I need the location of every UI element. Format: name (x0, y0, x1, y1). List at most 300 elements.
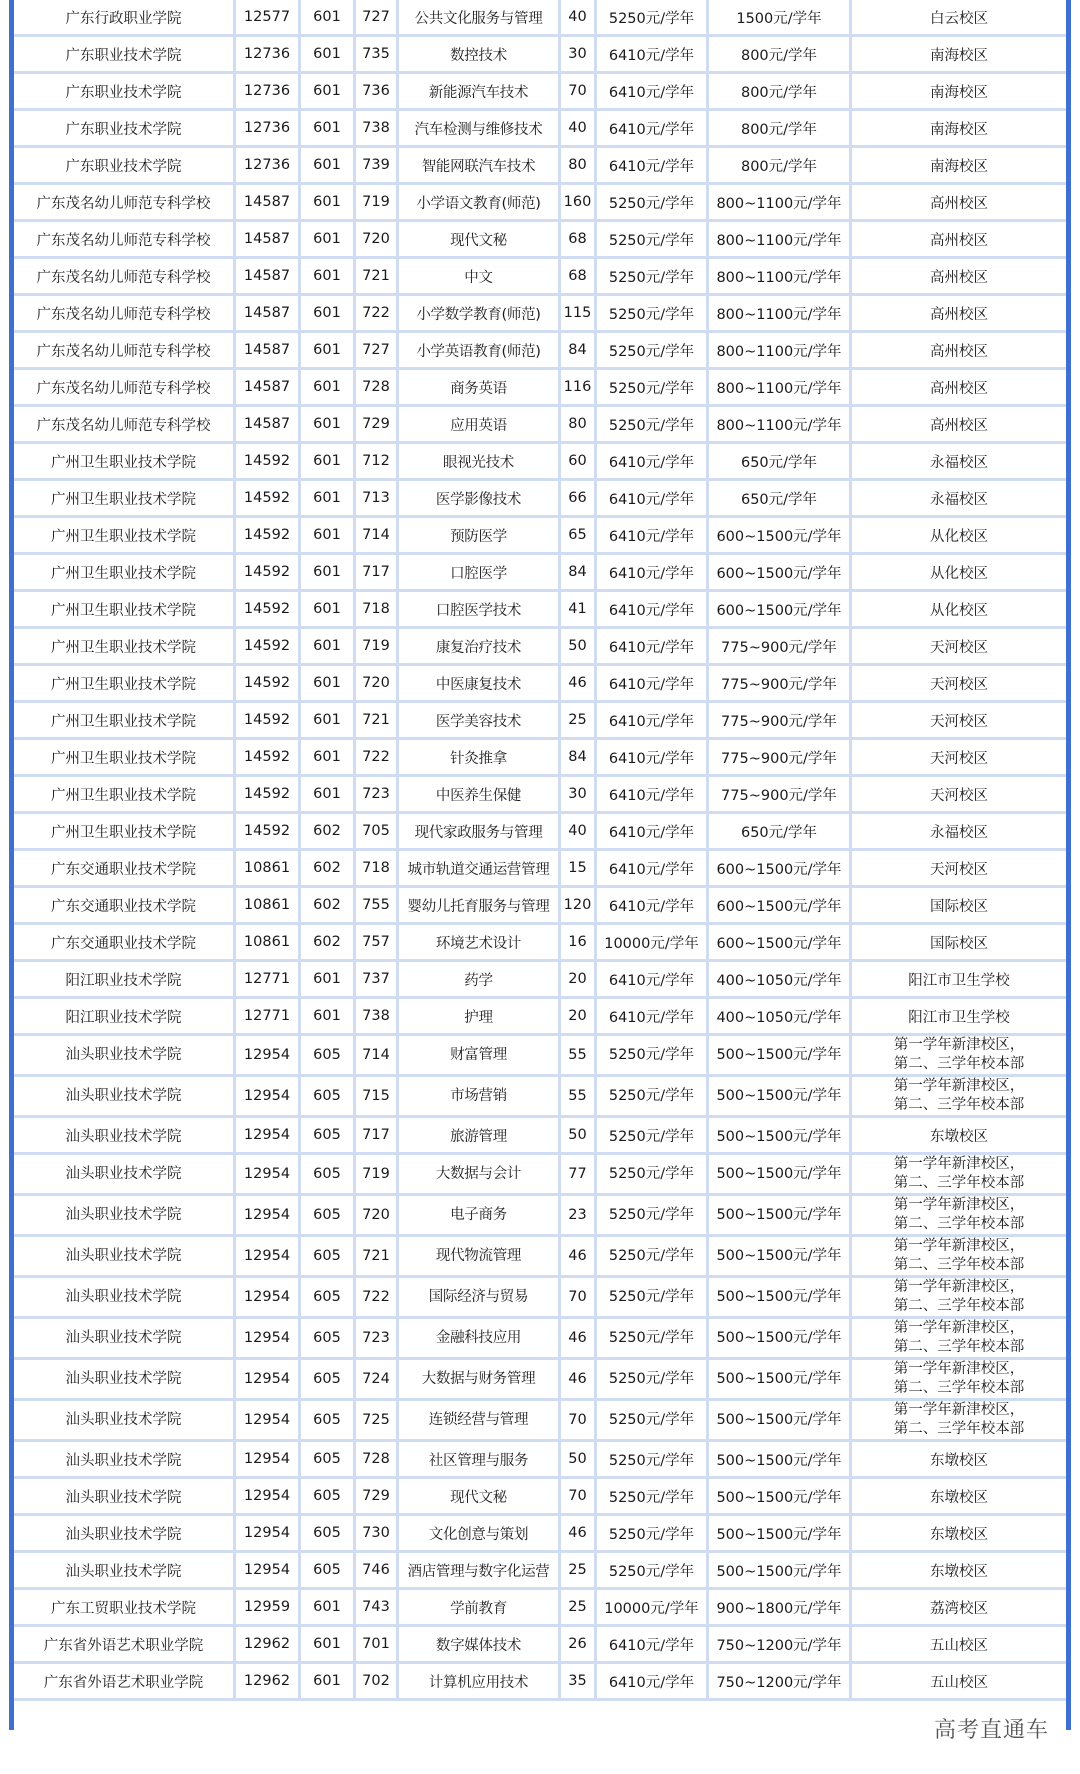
dorm-fee-cell: 500~1500元/学年 (709, 1553, 852, 1590)
tuition-cell: 10000元/学年 (597, 1590, 709, 1627)
school-code-cell: 12954 (236, 1516, 301, 1553)
school-code-cell: 14592 (236, 518, 301, 555)
dorm-fee-cell: 800元/学年 (709, 148, 852, 185)
dorm-fee-cell: 600~1500元/学年 (709, 851, 852, 888)
major-code-cell: 755 (356, 888, 399, 925)
quota-cell: 84 (561, 333, 597, 370)
major-code-cell: 735 (356, 37, 399, 74)
tuition-cell: 5250元/学年 (597, 185, 709, 222)
campus-cell: 荔湾校区 (852, 1590, 1066, 1627)
quota-cell: 120 (561, 888, 597, 925)
quota-cell: 68 (561, 222, 597, 259)
tuition-cell: 6410元/学年 (597, 518, 709, 555)
dorm-fee-cell: 775~900元/学年 (709, 703, 852, 740)
campus-cell: 天河校区 (852, 703, 1066, 740)
school-code-cell: 12954 (236, 1479, 301, 1516)
plan-type-cell: 605 (301, 1237, 356, 1278)
school-name-cell: 广州卫生职业技术学院 (14, 777, 236, 814)
campus-cell: 高州校区 (852, 407, 1066, 444)
school-code-cell: 12771 (236, 962, 301, 999)
plan-type-cell: 601 (301, 259, 356, 296)
quota-cell: 66 (561, 481, 597, 518)
quota-cell: 41 (561, 592, 597, 629)
dorm-fee-cell: 500~1500元/学年 (709, 1155, 852, 1196)
quota-cell: 50 (561, 1442, 597, 1479)
school-name-cell: 广州卫生职业技术学院 (14, 481, 236, 518)
plan-type-cell: 601 (301, 555, 356, 592)
major-name-cell: 针灸推拿 (399, 740, 561, 777)
quota-cell: 160 (561, 185, 597, 222)
dorm-fee-cell: 500~1500元/学年 (709, 1360, 852, 1401)
quota-cell: 26 (561, 1627, 597, 1664)
school-name-cell: 广州卫生职业技术学院 (14, 740, 236, 777)
plan-type-cell: 601 (301, 74, 356, 111)
quota-cell: 60 (561, 444, 597, 481)
school-code-cell: 14592 (236, 481, 301, 518)
school-name-cell: 阳江职业技术学院 (14, 962, 236, 999)
school-code-cell: 12954 (236, 1155, 301, 1196)
school-code-cell: 14592 (236, 777, 301, 814)
major-name-cell: 城市轨道交通运营管理 (399, 851, 561, 888)
school-code-cell: 14587 (236, 296, 301, 333)
tuition-cell: 6410元/学年 (597, 1664, 709, 1701)
major-code-cell: 714 (356, 518, 399, 555)
campus-cell: 东墩校区 (852, 1553, 1066, 1590)
tuition-cell: 6410元/学年 (597, 888, 709, 925)
school-code-cell: 14592 (236, 703, 301, 740)
dorm-fee-cell: 400~1050元/学年 (709, 999, 852, 1036)
school-name-cell: 汕头职业技术学院 (14, 1196, 236, 1237)
school-code-cell: 12771 (236, 999, 301, 1036)
dorm-fee-cell: 800~1100元/学年 (709, 222, 852, 259)
major-code-cell: 717 (356, 555, 399, 592)
campus-cell: 东墩校区 (852, 1479, 1066, 1516)
campus-cell: 东墩校区 (852, 1442, 1066, 1479)
table-row (14, 1237, 1066, 1278)
school-code-cell: 14592 (236, 666, 301, 703)
table-row (14, 962, 1066, 999)
dorm-fee-cell: 750~1200元/学年 (709, 1664, 852, 1701)
major-name-cell: 大数据与会计 (399, 1155, 561, 1196)
campus-cell: 高州校区 (852, 222, 1066, 259)
school-code-cell: 14592 (236, 555, 301, 592)
campus-cell: 五山校区 (852, 1627, 1066, 1664)
quota-cell: 70 (561, 1278, 597, 1319)
dorm-fee-cell: 600~1500元/学年 (709, 555, 852, 592)
campus-cell: 高州校区 (852, 333, 1066, 370)
school-name-cell: 广州卫生职业技术学院 (14, 592, 236, 629)
major-name-cell: 小学数学教育(师范) (399, 296, 561, 333)
school-name-cell: 广东职业技术学院 (14, 74, 236, 111)
school-code-cell: 12736 (236, 111, 301, 148)
school-code-cell: 14587 (236, 259, 301, 296)
quota-cell: 30 (561, 37, 597, 74)
plan-type-cell: 602 (301, 888, 356, 925)
school-name-cell: 汕头职业技术学院 (14, 1442, 236, 1479)
quota-cell: 80 (561, 407, 597, 444)
quota-cell: 77 (561, 1155, 597, 1196)
table-row (14, 1479, 1066, 1516)
plan-type-cell: 601 (301, 370, 356, 407)
quota-cell: 35 (561, 1664, 597, 1701)
school-name-cell: 广东职业技术学院 (14, 111, 236, 148)
quota-cell: 116 (561, 370, 597, 407)
dorm-fee-cell: 650元/学年 (709, 444, 852, 481)
major-code-cell: 722 (356, 1278, 399, 1319)
major-name-cell: 中医养生保健 (399, 777, 561, 814)
major-code-cell: 701 (356, 1627, 399, 1664)
plan-type-cell: 601 (301, 37, 356, 74)
tuition-cell: 6410元/学年 (597, 74, 709, 111)
tuition-cell: 10000元/学年 (597, 925, 709, 962)
major-code-cell: 719 (356, 185, 399, 222)
major-code-cell: 722 (356, 740, 399, 777)
tuition-cell: 5250元/学年 (597, 222, 709, 259)
major-code-cell: 717 (356, 1118, 399, 1155)
table-row (14, 888, 1066, 925)
campus-cell: 从化校区 (852, 518, 1066, 555)
table-row (14, 148, 1066, 185)
campus-cell: 南海校区 (852, 74, 1066, 111)
tuition-cell: 5250元/学年 (597, 1118, 709, 1155)
major-name-cell: 财富管理 (399, 1036, 561, 1077)
major-name-cell: 电子商务 (399, 1196, 561, 1237)
school-code-cell: 14592 (236, 814, 301, 851)
quota-cell: 50 (561, 1118, 597, 1155)
school-name-cell: 广东茂名幼儿师范专科学校 (14, 222, 236, 259)
table-row (14, 37, 1066, 74)
major-name-cell: 公共文化服务与管理 (399, 0, 561, 37)
major-name-cell: 口腔医学 (399, 555, 561, 592)
plan-type-cell: 601 (301, 629, 356, 666)
school-code-cell: 12954 (236, 1036, 301, 1077)
quota-cell: 55 (561, 1036, 597, 1077)
quota-cell: 46 (561, 1319, 597, 1360)
school-code-cell: 12954 (236, 1118, 301, 1155)
school-name-cell: 广州卫生职业技术学院 (14, 814, 236, 851)
major-name-cell: 环境艺术设计 (399, 925, 561, 962)
school-name-cell: 汕头职业技术学院 (14, 1516, 236, 1553)
major-code-cell: 702 (356, 1664, 399, 1701)
plan-type-cell: 601 (301, 333, 356, 370)
school-name-cell: 汕头职业技术学院 (14, 1319, 236, 1360)
table-body (14, 0, 1066, 1701)
school-name-cell: 汕头职业技术学院 (14, 1479, 236, 1516)
quota-cell: 23 (561, 1196, 597, 1237)
plan-type-cell: 601 (301, 296, 356, 333)
major-name-cell: 商务英语 (399, 370, 561, 407)
tuition-cell: 5250元/学年 (597, 1553, 709, 1590)
campus-cell: 天河校区 (852, 629, 1066, 666)
campus-cell: 国际校区 (852, 925, 1066, 962)
campus-cell: 南海校区 (852, 111, 1066, 148)
school-name-cell: 汕头职业技术学院 (14, 1077, 236, 1118)
table-row (14, 1196, 1066, 1237)
plan-type-cell: 601 (301, 777, 356, 814)
tuition-cell: 6410元/学年 (597, 814, 709, 851)
major-name-cell: 文化创意与策划 (399, 1516, 561, 1553)
school-code-cell: 12954 (236, 1077, 301, 1118)
table-row (14, 370, 1066, 407)
tuition-cell: 5250元/学年 (597, 1237, 709, 1278)
tuition-cell: 6410元/学年 (597, 592, 709, 629)
major-code-cell: 730 (356, 1516, 399, 1553)
campus-cell: 第一学年新津校区， 第二、三学年校本部 (852, 1077, 1066, 1118)
tuition-cell: 5250元/学年 (597, 0, 709, 37)
school-name-cell: 广东交通职业技术学院 (14, 925, 236, 962)
table-row (14, 1664, 1066, 1701)
campus-cell: 天河校区 (852, 777, 1066, 814)
major-name-cell: 连锁经营与管理 (399, 1401, 561, 1442)
admissions-table (14, 0, 1066, 1701)
school-code-cell: 14592 (236, 444, 301, 481)
campus-cell: 第一学年新津校区， 第二、三学年校本部 (852, 1155, 1066, 1196)
table-row (14, 1627, 1066, 1664)
table-row (14, 1360, 1066, 1401)
major-code-cell: 729 (356, 1479, 399, 1516)
major-code-cell: 739 (356, 148, 399, 185)
campus-cell: 南海校区 (852, 148, 1066, 185)
school-code-cell: 12954 (236, 1196, 301, 1237)
quota-cell: 55 (561, 1077, 597, 1118)
table-row (14, 407, 1066, 444)
major-name-cell: 社区管理与服务 (399, 1442, 561, 1479)
major-name-cell: 数字媒体技术 (399, 1627, 561, 1664)
dorm-fee-cell: 800~1100元/学年 (709, 407, 852, 444)
major-code-cell: 720 (356, 1196, 399, 1237)
school-name-cell: 广州卫生职业技术学院 (14, 444, 236, 481)
major-code-cell: 722 (356, 296, 399, 333)
dorm-fee-cell: 775~900元/学年 (709, 666, 852, 703)
tuition-cell: 6410元/学年 (597, 111, 709, 148)
tuition-cell: 6410元/学年 (597, 666, 709, 703)
table-row (14, 1319, 1066, 1360)
dorm-fee-cell: 500~1500元/学年 (709, 1516, 852, 1553)
table-row (14, 1553, 1066, 1590)
plan-type-cell: 605 (301, 1319, 356, 1360)
major-code-cell: 737 (356, 962, 399, 999)
plan-type-cell: 601 (301, 111, 356, 148)
major-name-cell: 中文 (399, 259, 561, 296)
plan-type-cell: 601 (301, 1627, 356, 1664)
campus-cell: 南海校区 (852, 37, 1066, 74)
quota-cell: 80 (561, 148, 597, 185)
tuition-cell: 5250元/学年 (597, 296, 709, 333)
campus-cell: 天河校区 (852, 740, 1066, 777)
dorm-fee-cell: 775~900元/学年 (709, 629, 852, 666)
school-code-cell: 12954 (236, 1278, 301, 1319)
quota-cell: 15 (561, 851, 597, 888)
plan-type-cell: 605 (301, 1442, 356, 1479)
tuition-cell: 6410元/学年 (597, 1627, 709, 1664)
quota-cell: 20 (561, 962, 597, 999)
plan-type-cell: 605 (301, 1553, 356, 1590)
campus-cell: 国际校区 (852, 888, 1066, 925)
major-name-cell: 金融科技应用 (399, 1319, 561, 1360)
major-code-cell: 713 (356, 481, 399, 518)
plan-type-cell: 605 (301, 1479, 356, 1516)
major-code-cell: 728 (356, 370, 399, 407)
dorm-fee-cell: 600~1500元/学年 (709, 592, 852, 629)
plan-type-cell: 605 (301, 1360, 356, 1401)
plan-type-cell: 605 (301, 1077, 356, 1118)
school-name-cell: 广东茂名幼儿师范专科学校 (14, 259, 236, 296)
plan-type-cell: 605 (301, 1196, 356, 1237)
school-name-cell: 汕头职业技术学院 (14, 1155, 236, 1196)
school-name-cell: 汕头职业技术学院 (14, 1036, 236, 1077)
major-name-cell: 酒店管理与数字化运营 (399, 1553, 561, 1590)
major-code-cell: 729 (356, 407, 399, 444)
campus-cell: 阳江市卫生学校 (852, 962, 1066, 999)
table-row (14, 666, 1066, 703)
campus-cell: 从化校区 (852, 555, 1066, 592)
table-row (14, 185, 1066, 222)
school-name-cell: 广东茂名幼儿师范专科学校 (14, 185, 236, 222)
quota-cell: 65 (561, 518, 597, 555)
dorm-fee-cell: 1500元/学年 (709, 0, 852, 37)
school-code-cell: 12736 (236, 74, 301, 111)
school-name-cell: 广州卫生职业技术学院 (14, 703, 236, 740)
plan-type-cell: 601 (301, 592, 356, 629)
table-row (14, 814, 1066, 851)
table-row (14, 259, 1066, 296)
dorm-fee-cell: 775~900元/学年 (709, 740, 852, 777)
table-row (14, 555, 1066, 592)
major-name-cell: 小学语文教育(师范) (399, 185, 561, 222)
table-row (14, 111, 1066, 148)
school-code-cell: 12962 (236, 1664, 301, 1701)
school-code-cell: 10861 (236, 888, 301, 925)
plan-type-cell: 602 (301, 851, 356, 888)
school-name-cell: 广东茂名幼儿师范专科学校 (14, 296, 236, 333)
table-frame-right (1066, 0, 1071, 1730)
school-name-cell: 汕头职业技术学院 (14, 1118, 236, 1155)
major-name-cell: 医学美容技术 (399, 703, 561, 740)
major-code-cell: 743 (356, 1590, 399, 1627)
tuition-cell: 5250元/学年 (597, 259, 709, 296)
school-name-cell: 广州卫生职业技术学院 (14, 666, 236, 703)
tuition-cell: 5250元/学年 (597, 1516, 709, 1553)
quota-cell: 20 (561, 999, 597, 1036)
tuition-cell: 6410元/学年 (597, 481, 709, 518)
plan-type-cell: 601 (301, 518, 356, 555)
school-code-cell: 12954 (236, 1319, 301, 1360)
dorm-fee-cell: 500~1500元/学年 (709, 1278, 852, 1319)
table-row (14, 444, 1066, 481)
dorm-fee-cell: 800~1100元/学年 (709, 259, 852, 296)
campus-cell: 天河校区 (852, 666, 1066, 703)
quota-cell: 50 (561, 629, 597, 666)
campus-cell: 从化校区 (852, 592, 1066, 629)
tuition-cell: 6410元/学年 (597, 148, 709, 185)
major-name-cell: 应用英语 (399, 407, 561, 444)
major-name-cell: 医学影像技术 (399, 481, 561, 518)
dorm-fee-cell: 800~1100元/学年 (709, 185, 852, 222)
campus-cell: 东墩校区 (852, 1516, 1066, 1553)
major-code-cell: 757 (356, 925, 399, 962)
major-code-cell: 724 (356, 1360, 399, 1401)
dorm-fee-cell: 400~1050元/学年 (709, 962, 852, 999)
plan-type-cell: 605 (301, 1278, 356, 1319)
plan-type-cell: 601 (301, 407, 356, 444)
major-name-cell: 大数据与财务管理 (399, 1360, 561, 1401)
tuition-cell: 6410元/学年 (597, 629, 709, 666)
major-name-cell: 国际经济与贸易 (399, 1278, 561, 1319)
quota-cell: 16 (561, 925, 597, 962)
dorm-fee-cell: 800元/学年 (709, 111, 852, 148)
campus-cell: 天河校区 (852, 851, 1066, 888)
school-code-cell: 10861 (236, 851, 301, 888)
school-code-cell: 14592 (236, 629, 301, 666)
major-code-cell: 728 (356, 1442, 399, 1479)
quota-cell: 70 (561, 1479, 597, 1516)
major-code-cell: 727 (356, 333, 399, 370)
dorm-fee-cell: 775~900元/学年 (709, 777, 852, 814)
school-name-cell: 广东行政职业学院 (14, 0, 236, 37)
campus-cell: 高州校区 (852, 370, 1066, 407)
school-code-cell: 12954 (236, 1442, 301, 1479)
major-code-cell: 719 (356, 629, 399, 666)
school-name-cell: 汕头职业技术学院 (14, 1401, 236, 1442)
table-row (14, 777, 1066, 814)
table-row (14, 740, 1066, 777)
major-code-cell: 721 (356, 259, 399, 296)
school-code-cell: 14587 (236, 185, 301, 222)
plan-type-cell: 601 (301, 740, 356, 777)
quota-cell: 115 (561, 296, 597, 333)
school-code-cell: 12962 (236, 1627, 301, 1664)
major-name-cell: 新能源汽车技术 (399, 74, 561, 111)
tuition-cell: 5250元/学年 (597, 1479, 709, 1516)
quota-cell: 46 (561, 666, 597, 703)
major-code-cell: 712 (356, 444, 399, 481)
school-name-cell: 广州卫生职业技术学院 (14, 518, 236, 555)
tuition-cell: 5250元/学年 (597, 1278, 709, 1319)
school-code-cell: 12954 (236, 1360, 301, 1401)
campus-cell: 阳江市卫生学校 (852, 999, 1066, 1036)
dorm-fee-cell: 500~1500元/学年 (709, 1319, 852, 1360)
quota-cell: 70 (561, 74, 597, 111)
major-name-cell: 眼视光技术 (399, 444, 561, 481)
campus-cell: 第一学年新津校区， 第二、三学年校本部 (852, 1278, 1066, 1319)
plan-type-cell: 601 (301, 0, 356, 37)
tuition-cell: 5250元/学年 (597, 407, 709, 444)
tuition-cell: 6410元/学年 (597, 703, 709, 740)
major-code-cell: 719 (356, 1155, 399, 1196)
tuition-cell: 5250元/学年 (597, 1360, 709, 1401)
table-row (14, 1442, 1066, 1479)
quota-cell: 84 (561, 740, 597, 777)
plan-type-cell: 602 (301, 814, 356, 851)
tuition-cell: 5250元/学年 (597, 370, 709, 407)
tuition-cell: 6410元/学年 (597, 777, 709, 814)
plan-type-cell: 605 (301, 1155, 356, 1196)
major-code-cell: 720 (356, 666, 399, 703)
school-name-cell: 汕头职业技术学院 (14, 1278, 236, 1319)
dorm-fee-cell: 800~1100元/学年 (709, 296, 852, 333)
dorm-fee-cell: 500~1500元/学年 (709, 1118, 852, 1155)
major-name-cell: 现代物流管理 (399, 1237, 561, 1278)
plan-type-cell: 601 (301, 703, 356, 740)
school-name-cell: 广东工贸职业技术学院 (14, 1590, 236, 1627)
tuition-cell: 6410元/学年 (597, 962, 709, 999)
school-name-cell: 阳江职业技术学院 (14, 999, 236, 1036)
major-code-cell: 727 (356, 0, 399, 37)
campus-cell: 东墩校区 (852, 1118, 1066, 1155)
major-name-cell: 小学英语教育(师范) (399, 333, 561, 370)
dorm-fee-cell: 500~1500元/学年 (709, 1036, 852, 1077)
dorm-fee-cell: 800元/学年 (709, 74, 852, 111)
